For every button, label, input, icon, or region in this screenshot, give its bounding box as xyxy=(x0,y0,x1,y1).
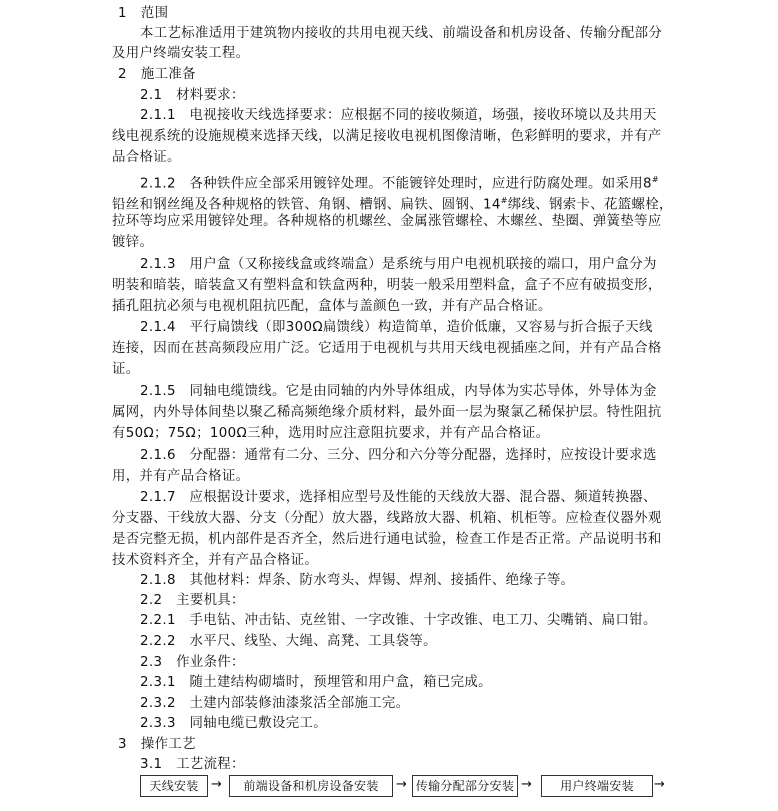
paragraph-line: 2.3.3 同轴电缆已敷设完工。 xyxy=(140,716,327,731)
paragraph-line: 2.3.2 土建内部装修油漆浆活全部施工完。 xyxy=(140,696,410,711)
superscript: # xyxy=(651,175,659,184)
paragraph-line: 品合格证。 xyxy=(112,150,181,165)
paragraph-line: 连接，因而在甚高频段应用广泛。它适用于电视机与共用天线电视插座之间，并有产品合格 xyxy=(112,341,662,356)
superscript: # xyxy=(500,196,508,205)
text-run: 绑线、钢索卡、花篮螺栓， xyxy=(507,197,673,213)
flow-step-box: 用户终端安装 xyxy=(541,775,653,797)
process-flow-diagram xyxy=(140,775,670,797)
paragraph-line: 2.2.2 水平尺、线坠、大绳、高凳、工具袋等。 xyxy=(140,634,437,649)
paragraph-line: 有50Ω；75Ω；100Ω三种，选用时应注意阻抗要求，并有产品合格证。 xyxy=(112,426,550,441)
paragraph-line: 及用户终端安装工程。 xyxy=(112,46,250,61)
section-number: 3 xyxy=(118,737,127,752)
section-title: 操作工艺 xyxy=(140,737,196,752)
paragraph-line: 线电视系统的设施规模来选择天线，以满足接收电视机图像清晰，色彩鲜明的要求，并有产 xyxy=(112,129,662,144)
paragraph-line: 用，并有产品合格证。 xyxy=(112,469,250,484)
flow-step-box: 天线安装 xyxy=(140,775,208,797)
paragraph-line: 2.1.5 同轴电缆馈线。它是由同轴的内外导体组成，内导体为实芯导体，外导体为金 xyxy=(140,384,657,399)
paragraph-line: 技术资料齐全，并有产品合格证。 xyxy=(112,553,319,568)
paragraph-line: 镀锌。 xyxy=(112,235,154,250)
paragraph-line: 2.2.1 手电钻、冲击钻、克丝钳、一字改锥、十字改锥、电工刀、尖嘴销、扁口钳。 xyxy=(140,613,657,628)
paragraph-line: 2.3.1 随土建结构砌墙时，预埋管和用户盒，箱已完成。 xyxy=(140,675,492,690)
paragraph-line: 2.1.4 平行扁馈线（即300Ω扁馈线）构造简单，造价低廉，又容易与折合振子天线 xyxy=(140,320,653,335)
text-run: 铅丝和钢丝绳及各种规格的铁管、角钢、槽钢、扁铁、圆钢、14 xyxy=(112,197,501,213)
paragraph-line: 本工艺标准适用于建筑物内接收的共用电视天线、前端设备和机房设备、传输分配部分 xyxy=(140,26,663,41)
paragraph-line: 属网，内外导体间垫以聚乙稀高频绝缘介质材料，最外面一层为聚氯乙稀保护层。特性阻抗 xyxy=(112,405,662,420)
paragraph-line: 2.1.3 用户盒（又称接线盒或终端盒）是系统与用户电视机联接的端口，用户盒分为 xyxy=(140,257,657,272)
paragraph-line: 2.1.1 电视接收天线选择要求：应根据不同的接收频道，场强，接收环境以及共用天 xyxy=(140,108,657,123)
section-2-heading xyxy=(118,65,758,85)
section-3-heading xyxy=(118,735,758,755)
flow-step-box: 前端设备和机房设备安装 xyxy=(229,775,393,797)
section-number: 1 xyxy=(118,6,127,21)
subsection-heading: 2.1 材料要求： xyxy=(140,88,245,103)
paragraph-line: 2.1.7 应根据设计要求，选择相应型号及性能的天线放大器、混合器、频道转换器、 xyxy=(140,490,657,505)
section-title: 范围 xyxy=(140,6,169,21)
paragraph-line: 是否完整无损，机内部件是否齐全，然后进行通电试验，检查工作是否正常。产品说明书和 xyxy=(112,532,662,547)
paragraph-line: 插孔阻抗必须与电视机阻抗匹配，盒体与盖颜色一致，并有产品合格证。 xyxy=(112,299,552,314)
flow-arrow: → xyxy=(396,777,407,792)
section-number: 2 xyxy=(118,67,127,82)
flow-arrow: → xyxy=(521,777,532,792)
flow-step-box: 传输分配部分安装 xyxy=(412,775,518,797)
subsection-heading: 2.2 主要机具： xyxy=(140,593,245,608)
flow-arrow: → xyxy=(654,777,665,792)
paragraph-line: 证。 xyxy=(112,362,140,377)
paragraph-line: 分支器、干线放大器、分支（分配）放大器，线路放大器、机箱、机柜等。应检查仪器外观 xyxy=(112,511,662,526)
section-1-heading xyxy=(118,4,758,24)
section-title: 施工准备 xyxy=(140,67,196,82)
paragraph-line: 拉环等均应采用镀锌处理。各种规格的机螺丝、金属涨管螺栓、木螺丝、垫圈、弹簧垫等应 xyxy=(112,214,662,229)
paragraph-line: 2.1.6 分配器：通常有二分、三分、四分和六分等分配器，选择时，应按设计要求选 xyxy=(140,448,657,463)
text-run: 2.1.2 各种铁件应全部采用镀锌处理。不能镀锌处理时，应进行防腐处理。如采用8 xyxy=(140,176,652,192)
subsection-heading: 2.3 作业条件： xyxy=(140,655,245,670)
paragraph-line: 2.1.8 其他材料：焊条、防水弯头、焊锡、焊剂、接插件、绝缘子等。 xyxy=(140,573,575,588)
paragraph-line: 明装和暗装，暗装盒又有塑料盒和铁盒两种，明装一般采用塑料盒，盒子不应有破损变形， xyxy=(112,278,662,293)
flow-arrow: → xyxy=(211,777,222,792)
subsection-heading: 3.1 工艺流程： xyxy=(140,757,245,772)
